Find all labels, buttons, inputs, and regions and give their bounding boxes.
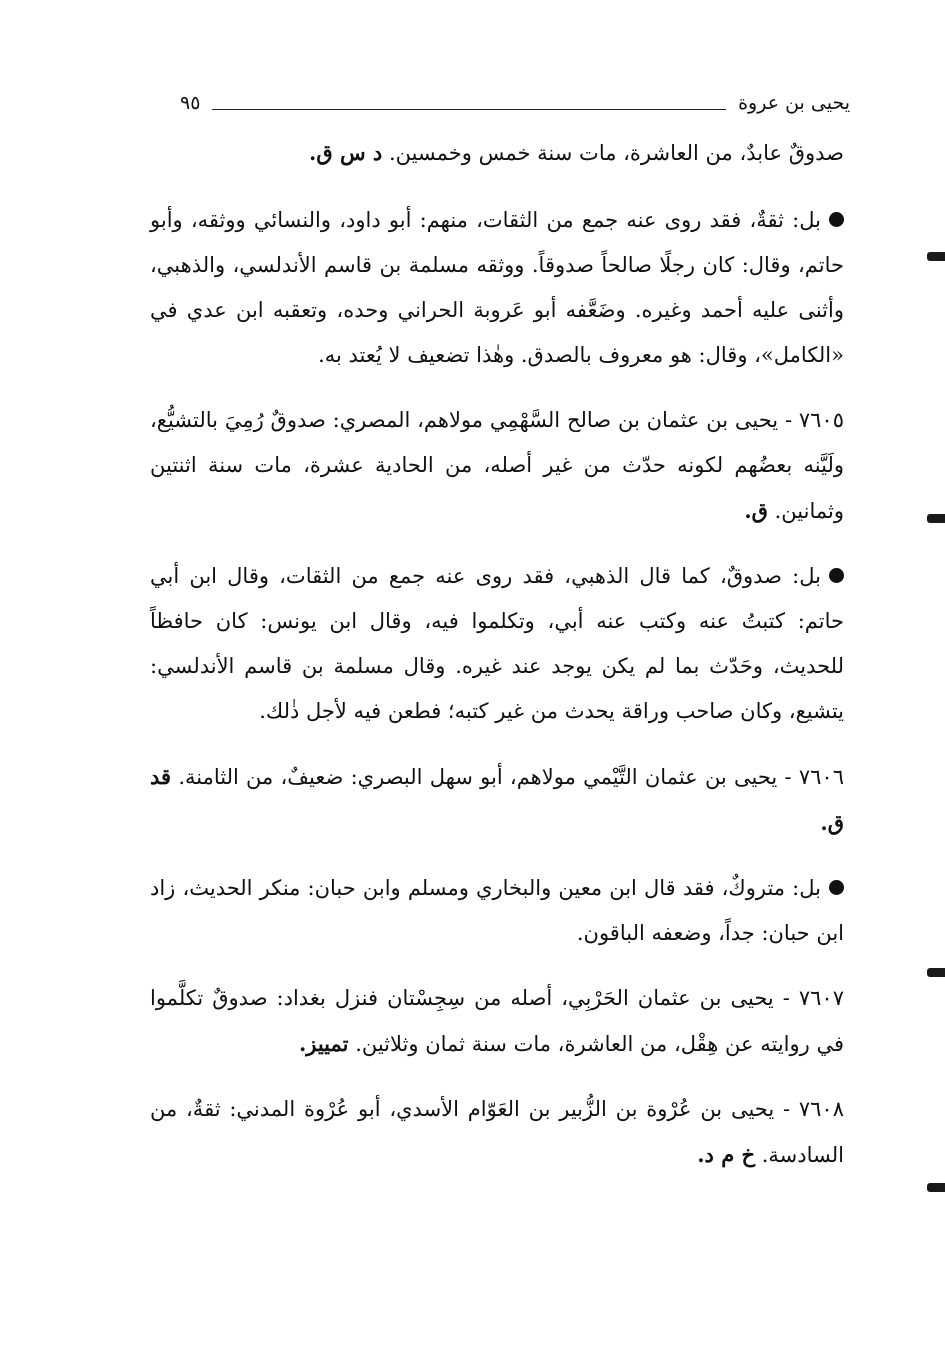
entry-7606	[150, 754, 844, 846]
entry-7605	[150, 398, 844, 534]
entry-7608	[150, 1087, 844, 1178]
entry-reference: د س ق.	[309, 140, 383, 165]
editor-note	[150, 866, 844, 956]
note-text: بل: ثقةٌ، فقد روى عنه جمع من الثقات، منهم: أبو داود، والنسائي ووثقه، وأبو حاتم، وقال: كان رجلًا صالحاً صدوقاً. ووثقه مسلمة بن قاسم الأندلسي، والذهبي، وأثنى عليه أحمد وغيره. وضَعَّفه أبو عَروبة الحراني وحده، وتعقبه ابن عدي في «الكامل»، وقال: هو معروف بالصدق. وهٰذا تضعيف لا يُعتد به.	[150, 208, 844, 367]
note-text: بل: صدوقٌ، كما قال الذهبي، فقد روى عنه جمع من الثقات، وقال ابن أبي حاتم: كتبتُ عنه وكتب عنه أبي، وتكلموا فيه، وقال ابن يونس: كان حافظاً للحديث، وحَدّث بما لم يكن يوجد عند غيره. وقال مسلمة بن قاسم الأندلسي: يتشيع، وكان صاحب وراقة يحدث من غير كتبه؛ فطعن فيه لأجل ذٰلك.	[150, 564, 844, 723]
entry-reference: قد ق.	[150, 764, 844, 835]
bullet-icon	[829, 568, 844, 583]
page-body	[150, 130, 844, 1198]
entry-reference: خ م د.	[697, 1142, 756, 1167]
entry-7607	[150, 976, 844, 1067]
editor-note	[150, 554, 844, 734]
entry-text: ٧٦٠٧ - يحيى بن عثمان الحَرْبِي، أصله من سِجِسْتان فنزل بغداد: صدوقٌ تكلَّموا في روايته عن هِقْل، من العاشرة، مات سنة ثمان وثلاثين.	[150, 986, 844, 1056]
entry-text: ٧٦٠٨ - يحيى بن عُرْوة بن الزُّبير بن العَوّام الأسدي، أبو عُرْوة المدني: ثقةٌ، من السادسة.	[150, 1097, 844, 1167]
running-head-rule	[212, 109, 726, 110]
entry-continuation	[150, 130, 844, 176]
note-text: بل: متروكٌ، فقد قال ابن معين والبخاري ومسلم وابن حبان: منكر الحديث، زاد ابن حبان: جداً، وضعفه الباقون.	[150, 876, 844, 945]
page-number: ٩٥	[180, 92, 201, 114]
bullet-icon	[829, 880, 844, 895]
margin-marker	[927, 1183, 945, 1192]
margin-marker	[927, 514, 945, 523]
editor-note	[150, 198, 844, 378]
margin-marker	[927, 968, 945, 977]
margin-marker	[927, 252, 945, 261]
running-head	[180, 88, 850, 118]
entry-reference: ق.	[744, 498, 768, 523]
running-head-title: يحيى بن عروة	[738, 92, 850, 114]
entry-reference: تمييز.	[298, 1031, 349, 1056]
bullet-icon	[829, 212, 844, 227]
entry-text: صدوقٌ عابدٌ، من العاشرة، مات سنة خمس وخمسين.	[388, 141, 844, 165]
entry-text: ٧٦٠٥ - يحيى بن عثمان بن صالح السَّهْمِي مولاهم، المصري: صدوقٌ رُمِيَ بالتشيُّع، ولَيَّنه بعضُهم لكونه حدّث من غير أصله، من الحادية عشرة، مات سنة اثنتين وثمانين.	[150, 408, 844, 523]
entry-text: ٧٦٠٦ - يحيى بن عثمان التَّيْمي مولاهم، أبو سهل البصري: ضعيفٌ، من الثامنة.	[178, 765, 844, 789]
